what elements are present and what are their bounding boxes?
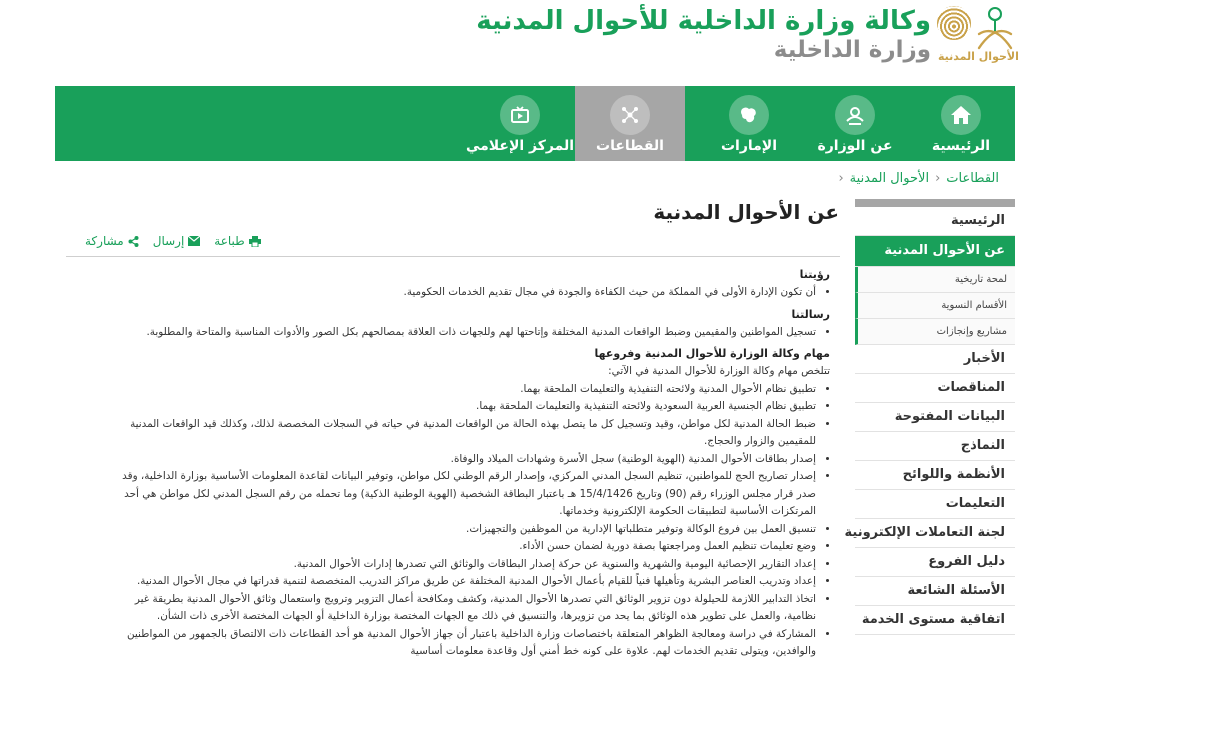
list-item: • تسجيل المواطنين والمقيمين وضبط الواقعات المدنية المختلفة وإتاحتها لهم وللجهات ذات العلاقة بمصالحهم بكل الصور والأدوات المناسبة والمتاحة والمطلوبة. (100, 324, 816, 342)
share-button-label: مشاركة (85, 234, 124, 248)
nav-label: الإمارات (720, 138, 778, 154)
sidebar-item-home[interactable]: الرئيسية (855, 207, 1015, 236)
sidebar-top-bar (855, 199, 1015, 207)
list-item: • وضع تعليمات تنظيم العمل ومراجعتها بصفة دورية لضمان حسن الأداء. (100, 538, 816, 556)
vision-list (100, 284, 830, 302)
map-icon (729, 95, 769, 135)
nav-label: القطاعات (596, 138, 664, 154)
sidebar-subitem-history[interactable]: لمحة تاريخية (855, 267, 1015, 293)
ministry-title[interactable]: وزارة الداخلية (773, 37, 931, 63)
print-button[interactable] (214, 234, 260, 248)
sidebar-subitem-projects[interactable]: مشاريع وإنجازات (855, 319, 1015, 345)
send-button-label: إرسال (152, 234, 185, 248)
sidebar-item-sla[interactable]: اتفاقية مستوى الخدمة (855, 606, 1015, 635)
share-icon (128, 236, 139, 247)
site-header (0, 0, 1215, 86)
sidebar-item-e-transactions-committee[interactable]: لجنة التعاملات الإلكترونية (855, 519, 1015, 548)
print-button-label: طباعة (214, 234, 245, 248)
nav-label: المركز الإعلامي (465, 138, 575, 154)
send-button[interactable] (153, 234, 201, 248)
content-divider (66, 256, 840, 257)
home-icon (941, 95, 981, 135)
ministry-emblem-icon (835, 95, 875, 135)
nav-label: الرئيسية (931, 138, 991, 154)
sidebar-item-about-civil-affairs[interactable]: عن الأحوال المدنية (855, 236, 1015, 267)
list-item: • ضبط الحالة المدنية لكل مواطن، وقيد وتسجيل كل ما يتصل بهذه الحالة من الواقعات المدنية في حياته في السجلات المخصصة لذلك، وكذلك قيد الواقعات المدنية للمقيمين والزوار والحجاج. (100, 416, 816, 451)
list-item: • تطبيق نظام الجنسية العربية السعودية ولائحته التنفيذية والتعليمات الملحقة بهما. (100, 398, 816, 416)
sidebar-item-tenders[interactable]: المناقصات (855, 374, 1015, 403)
page-title: عن الأحوال المدنية (653, 200, 839, 224)
envelope-icon (188, 236, 200, 246)
article-content (100, 266, 830, 665)
list-item: • تطبيق نظام الأحوال المدنية ولائحته التنفيذية والتعليمات الملحقة بهما. (100, 381, 816, 399)
list-item: • اتخاذ التدابير اللازمة للحيلولة دون تزوير الوثائق التي تصدرها الأحوال المدنية، وكشف ومكافحة أعمال التزوير وترويج واستعمال وثائق الأحوال المدنية بطريقة غير نظامية، والعمل على تطوير هذه الوثائق بما يحد من تزويرها، والتنسيق في ذلك مع الجهات المختصة بوزارة الداخلية أو الجهات المختصة الأخرى ذات الشأن. (100, 591, 816, 626)
list-item: • إعداد التقارير الإحصائية اليومية والشهرية والسنوية عن حركة إصدار البطاقات والوثائق التي تصدرها إدارات الأحوال المدنية. (100, 556, 816, 574)
breadcrumb-item-sectors[interactable]: القطاعات (946, 171, 999, 186)
list-item: • إصدار تصاريح الحج للمواطنين، تنظيم السجل المدني المركزي، وإصدار الرقم الوطني لكل مواطن، وتوفير البيانات لقاعدة المعلومات الأساسية بوزارة الداخلية، وقد صدر قرار مجلس الوزراء رقم (90) وتاريخ 15/4/1426 هـ باعتبار البطاقة الشخصية (الهوية الوطنية الذكية) وما تحمله من رقم السجل المدني لكل مواطن هي أحد المرتكزات الأساسية لتطبيقات الحكومة الإلكترونية وخدماتها. (100, 468, 816, 521)
printer-icon (249, 236, 261, 247)
list-item: • تنسيق العمل بين فروع الوكالة وتوفير متطلباتها الإدارية من الموظفين والتجهيزات. (100, 521, 816, 539)
tv-icon (500, 95, 540, 135)
nav-item-media-center[interactable] (465, 86, 575, 161)
chevron-left-icon: ‹ (838, 171, 844, 186)
chevron-left-icon: ‹ (935, 171, 941, 186)
sidebar-item-branches-guide[interactable]: دليل الفروع (855, 548, 1015, 577)
agency-title[interactable]: وكالة وزارة الداخلية للأحوال المدنية (476, 6, 931, 36)
nav-item-emirates[interactable] (696, 86, 802, 161)
saudi-emblem-icon[interactable] (973, 4, 1017, 68)
tasks-heading: مهام وكالة الوزارة للأحوال المدنية وفروعها (594, 347, 830, 360)
sidebar-item-open-data[interactable]: البيانات المفتوحة (855, 403, 1015, 432)
sidebar-item-forms[interactable]: النماذج (855, 432, 1015, 461)
sidebar-subitem-women-sections[interactable]: الأقسام النسوية (855, 293, 1015, 319)
share-button[interactable] (85, 234, 139, 248)
sidebar-item-news[interactable]: الأخبار (855, 345, 1015, 374)
list-item: • إعداد وتدريب العناصر البشرية وتأهيلها فنياً للقيام بأعمال الأحوال المدنية المختلفة عن طريق مراكز التدريب المتخصصة لتنمية قدراتها في مجال الأحوال المدنية. (100, 573, 816, 591)
nav-label: عن الوزارة (817, 138, 893, 154)
sidebar-item-regulations[interactable]: الأنظمة واللوائح (855, 461, 1015, 490)
share-network-icon (610, 95, 650, 135)
sidebar (844, 199, 1015, 635)
mission-heading: رسالتنا (791, 307, 830, 321)
sidebar-item-instructions[interactable]: التعليمات (855, 490, 1015, 519)
vision-heading: رؤيتنا (799, 268, 830, 281)
list-item: • إصدار بطاقات الأحوال المدنية (الهوية الوطنية) سجل الأسرة وشهادات الميلاد والوفاة. (100, 451, 816, 469)
tasks-list (100, 381, 830, 661)
mission-list (100, 324, 830, 342)
nav-item-home[interactable] (908, 86, 1014, 161)
breadcrumb (832, 171, 999, 186)
list-item: • المشاركة في دراسة ومعالجة الظواهر المتعلقة باختصاصات وزارة الداخلية باعتبار أن جهاز الأحوال المدنية هو أحد القطاعات ذات الالتصاق بالجمهور من المواطنين والوافدين، ويتولى تقديم الخدمات لهم. علاوة على كونه خط أمني أول وقاعدة معلومات أساسية (100, 626, 816, 661)
tasks-intro: تتلخص مهام وكالة الوزارة للأحوال المدنية في الآتي: (608, 365, 830, 377)
main-nav (55, 86, 1015, 161)
sidebar-item-faq[interactable]: الأسئلة الشائعة (855, 577, 1015, 606)
fingerprint-logo-icon (937, 6, 971, 40)
list-item: • أن تكون الإدارة الأولى في المملكة من حيث الكفاءة والجودة في مجال تقديم الخدمات الحكومية. (100, 284, 816, 302)
page-actions (85, 234, 261, 248)
emblem-label: الأحوال المدنية (938, 50, 1019, 63)
nav-item-sectors[interactable] (575, 86, 685, 161)
nav-item-ministry[interactable] (802, 86, 908, 161)
breadcrumb-item-civil-affairs[interactable]: الأحوال المدنية (849, 171, 930, 186)
